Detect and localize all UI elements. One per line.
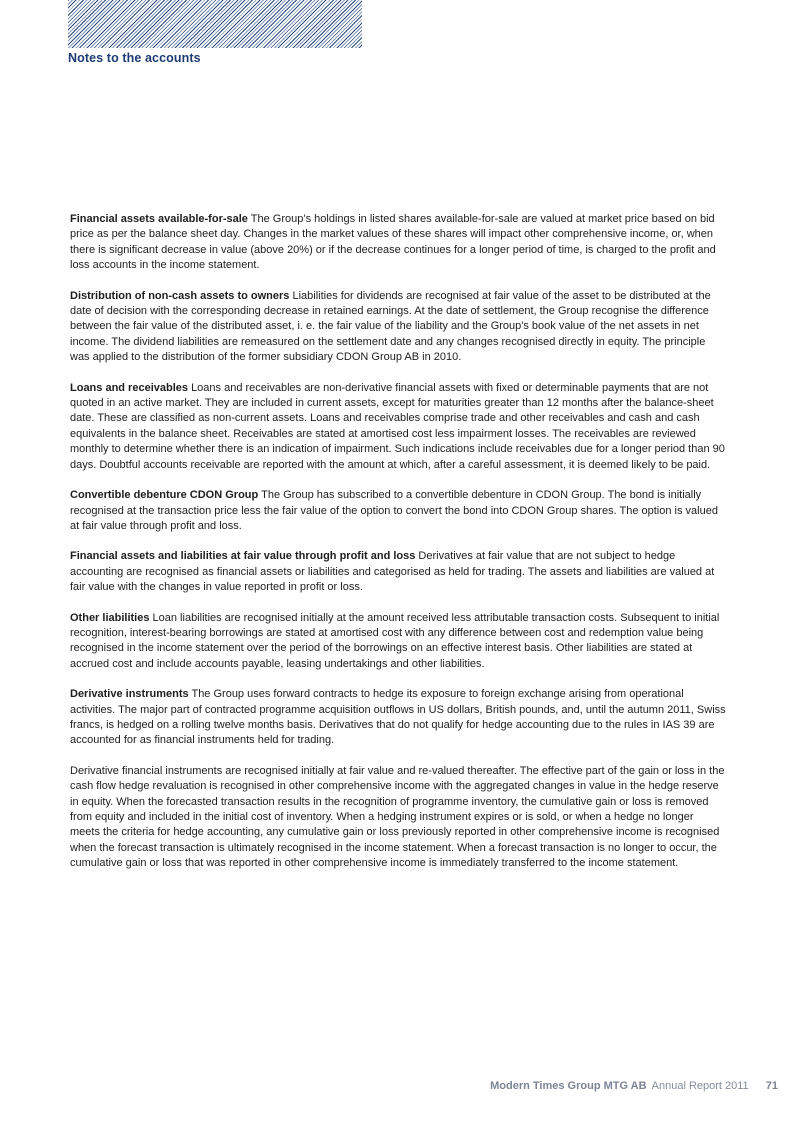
note-paragraph-text: Derivatives at fair value that are not subject to hedge accounting are recognised as financial assets or liabilities and categorised as held for trading. The assets and liabilities are valued at fair value with the changes in value reported in profit or loss. bbox=[70, 550, 715, 594]
note-paragraph bbox=[70, 549, 726, 595]
note-paragraph-text: Liabilities for dividends are recognised at fair value of the asset to be distributed at the date of decision with the corresponding decrease in retained earnings. At the date of settlement, the Group recognise the difference between the fair value of the distributed asset, i. e. the fair value of the liability and the Group's book value of the net assets in net income. The dividend liabilities are remeasured on the settlement date and any changes recognised directly in equity. The principle was applied to the distribution of the former subsidiary CDON Group AB in 2010. bbox=[70, 289, 711, 364]
note-paragraph bbox=[70, 381, 726, 473]
footer-report-title: Annual Report 2011 bbox=[651, 1080, 749, 1092]
note-paragraph-lead: Derivative instruments bbox=[70, 688, 189, 701]
note-paragraph bbox=[70, 212, 726, 274]
note-paragraph-text: The Group’s holdings in listed shares available-for-sale are valued at market price based on bid price as per the balance sheet day. Changes in the market values of these shares will impact other comprehensive income, or, when there is significant decrease in value (above 20%) or if the decrease continues for a longer period of time, is charged to the profit and loss accounts in the income statement. bbox=[70, 213, 716, 272]
note-paragraph-text: Loans and receivables are non-derivative financial assets with fixed or determinable payments that are not quoted in an active market. They are included in current assets, except for maturities greater than 12 months after the balance-sheet date. These are classified as non-current assets. Loans and receivables comprise trade and other receivables and cash and cash equivalents in the balance sheet. Receivables are stated at amortised cost less impairment losses. The receivables are reviewed monthly to determine whether there is an indication of impairment. Such indications include receivables due for a longer period than 90 days. Doubtful accounts receivable are reported with the amount at which, after a careful assessment, it is deemed likely to be paid. bbox=[70, 381, 725, 471]
note-paragraph-lead: Other liabilities bbox=[70, 611, 150, 624]
note-paragraph-text: The Group uses forward contracts to hedge its exposure to foreign exchange arising from operational activities. The major part of contracted programme acquisition outflows in US dollars, British pounds, and, until the autumn 2011, Swiss francs, is hedged on a rolling twelve months basis. Derivatives that do not qualify for hedge accounting due to the rules in IAS 39 are accounted for as financial instruments held for trading. bbox=[70, 688, 726, 747]
footer-page-number: 71 bbox=[765, 1080, 778, 1092]
notes-body bbox=[70, 212, 726, 887]
note-paragraph-text: Derivative financial instruments are recognised initially at fair value and re-valued thereafter. The effective part of the gain or loss in the cash flow hedge revaluation is recognised in other comprehensive income with the aggregated changes in value in the hedge reserve in equity. When the forecasted transaction results in the recognition of programme inventory, the cumulative gain or loss is removed from equity and included in the initial cost of inventory. When a hedging instrument expires or is sold, or when a hedge no longer meets the criteria for hedge accounting, any cumulative gain or loss previously reported in other comprehensive income is recognised when the forecast transaction is ultimately recognised in the income statement. When a forecast transaction is no longer to occur, the cumulative gain or loss that was reported in other comprehensive income is immediately transferred to the income statement. bbox=[70, 764, 725, 870]
footer-company: Modern Times Group MTG AB bbox=[490, 1080, 647, 1092]
page-footer bbox=[490, 1079, 778, 1094]
note-paragraph-lead: Distribution of non-cash assets to owners bbox=[70, 289, 290, 302]
note-paragraph-lead: Financial assets available-for-sale bbox=[70, 213, 248, 225]
note-paragraph bbox=[70, 764, 726, 872]
note-paragraph bbox=[70, 488, 726, 534]
note-paragraph bbox=[70, 687, 726, 749]
note-paragraph-lead: Convertible debenture CDON Group bbox=[70, 489, 259, 502]
section-heading: Notes to the accounts bbox=[68, 51, 201, 65]
note-paragraph-text: The Group has subscribed to a convertible debenture in CDON Group. The bond is initially recognised at the transaction price less the fair value of the option to convert the bond into CDON Group shares. The option is valued at fair value through profit and loss. bbox=[70, 489, 718, 532]
note-paragraph bbox=[70, 289, 726, 366]
hatch-pattern-banner bbox=[68, 0, 362, 48]
note-paragraph bbox=[70, 611, 726, 673]
note-paragraph-lead: Financial assets and liabilities at fair value through profit and loss bbox=[70, 550, 416, 563]
note-paragraph-lead: Loans and receivables bbox=[70, 381, 188, 394]
note-paragraph-text: Loan liabilities are recognised initially at the amount received less attributable transaction costs. Subsequent to initial recognition, interest-bearing borrowings are stated at amortised cost with any difference between cost and redemption value being recognised in the income statement over the period of the borrowings on an effective interest basis. Other liabilities are stated at accrued cost and include accounts payable, leasing undertakings and other liabilities. bbox=[70, 611, 720, 670]
